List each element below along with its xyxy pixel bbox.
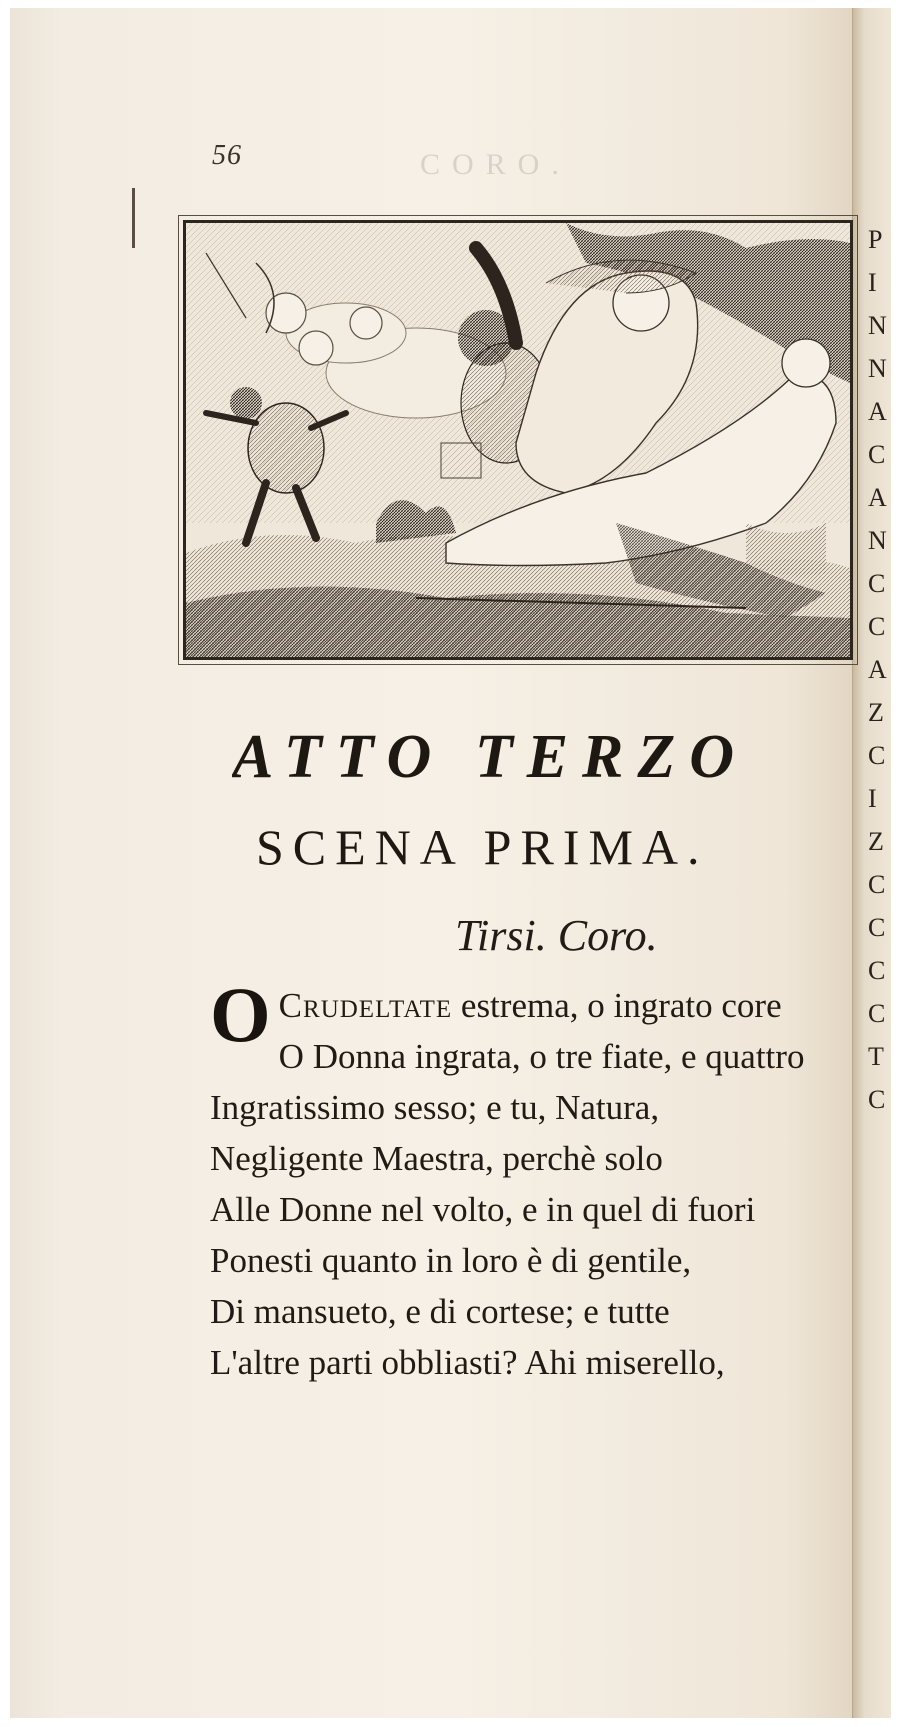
verse-block xyxy=(210,980,852,1388)
page-number: 56 xyxy=(212,140,242,171)
facing-page-letters: P I N N A C A N C C A Z C I Z C C C C T C xyxy=(868,225,887,1114)
verse-first-word: Crudeltate xyxy=(278,986,453,1025)
scene-title: SCENA PRIMA. xyxy=(256,819,709,875)
verse-first-stanza xyxy=(210,980,852,1082)
verse-line-3: Ingratissimo sesso; e tu, Natura, xyxy=(210,1088,660,1127)
drop-cap: O xyxy=(210,980,271,1058)
verse-line-5: Alle Donne nel volto, e in quel di fuori xyxy=(210,1190,756,1229)
verse-line-8: L'altre parti obbliasti? Ahi miserello, xyxy=(210,1343,725,1382)
engraving-illustration xyxy=(183,220,853,660)
verse-line-7: Di mansueto, e di cortese; e tutte xyxy=(210,1292,670,1331)
engraving-scene xyxy=(186,223,850,657)
character-list: Tirsi. Coro. xyxy=(455,911,658,960)
verse-line-6: Ponesti quanto in loro è di gentile, xyxy=(210,1241,692,1280)
bleed-through-text: CORO. xyxy=(420,148,571,181)
verse-line-2: O Donna ingrata, o tre fiate, e quattro xyxy=(278,1037,805,1076)
verse-line-1 xyxy=(279,980,852,1031)
act-title: ATTO TERZO xyxy=(232,723,749,791)
margin-mark xyxy=(132,188,135,248)
verse-line-4: Negligente Maestra, perchè solo xyxy=(210,1139,663,1178)
verse-first-line-rest: estrema, o ingrato core xyxy=(452,986,782,1025)
